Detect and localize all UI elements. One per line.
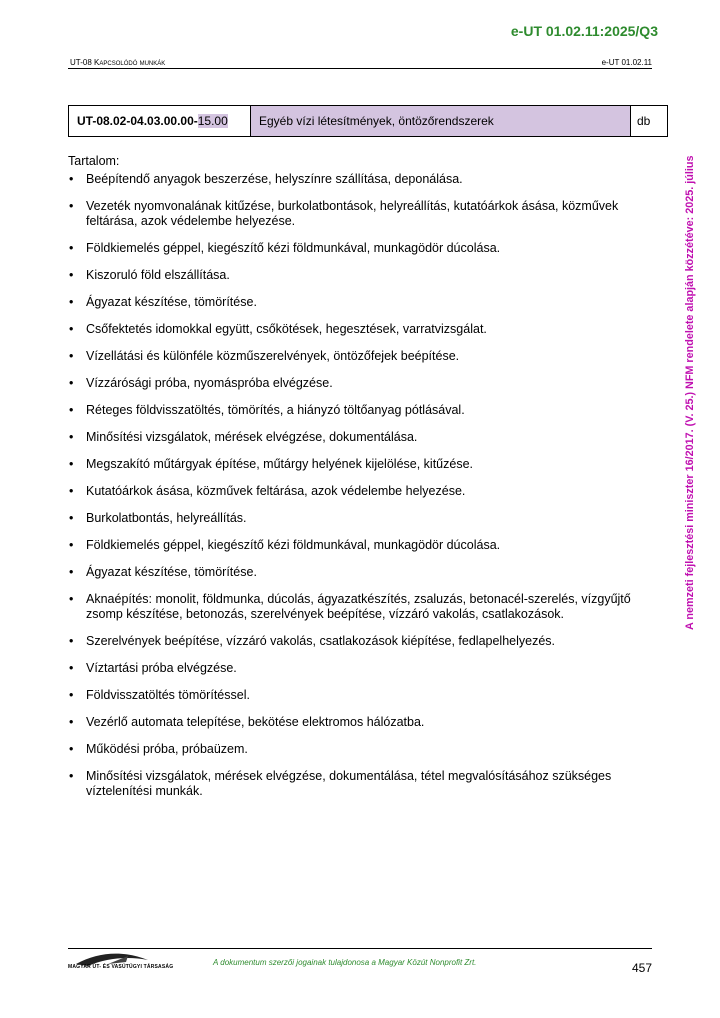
list-item: • Működési próba, próbaüzem.: [68, 742, 658, 757]
section-header: [70, 58, 165, 67]
list-item: • Vezeték nyomvonalának kitűzése, burkolatbontások, helyreállítás, kutatóárkok ásása, közművek feltárása, azok védelembe helyezése.: [68, 199, 658, 229]
list-item: • Kiszoruló föld elszállítása.: [68, 268, 658, 283]
list-item: • Megszakító műtárgyak építése, műtárgy helyének kijelölése, kitűzése.: [68, 457, 658, 472]
document-reference: e-UT 01.02.11: [601, 58, 652, 67]
footer-divider: [68, 948, 652, 949]
list-item: • Ágyazat készítése, tömörítése.: [68, 565, 658, 580]
list-item: • Csőfektetés idomokkal együtt, csőkötések, hegesztések, varratvizsgálat.: [68, 322, 658, 337]
content-label: Tartalom:: [68, 154, 120, 168]
list-item: • Vízellátási és különféle közműszerelvények, öntözőfejek beépítése.: [68, 349, 658, 364]
publication-side-note: A nemzeti fejlesztési miniszter 16/2017. (V. 25.) NFM rendelete alapján közzétéve: 2025. július: [684, 155, 696, 630]
item-code-table: [68, 105, 668, 137]
list-item: • Kutatóárkok ásása, közművek feltárása, azok védelembe helyezése.: [68, 484, 658, 499]
list-item: • Vízzárósági próba, nyomáspróba elvégzése.: [68, 376, 658, 391]
list-item: • Minősítési vizsgálatok, mérések elvégzése, dokumentálása, tétel megvalósításához szükséges víztelenítési munkák.: [68, 769, 658, 799]
list-item: • Víztartási próba elvégzése.: [68, 661, 658, 676]
list-item: • Aknaépítés: monolit, földmunka, dúcolás, ágyazatkészítés, zsaluzás, betonacél-szerelés, vízgyűjtő zsomp készítése, betonozás, szerelvények beépítése, vízzáró vakolás, csatlakozások.: [68, 592, 658, 622]
item-code-cell: [69, 106, 251, 136]
document-code: e-UT 01.02.11:2025/Q3: [510, 23, 658, 39]
list-item: • Szerelvények beépítése, vízzáró vakolás, csatlakozások kiépítése, fedlapelhelyezés.: [68, 634, 658, 649]
content-list: [68, 172, 658, 811]
page-number: 457: [631, 961, 652, 975]
list-item: • Beépítendő anyagok beszerzése, helyszínre szállítása, deponálása.: [68, 172, 658, 187]
item-title: Egyéb vízi létesítmények, öntözőrendszerek: [251, 106, 631, 136]
list-item: • Földkiemelés géppel, kiegészítő kézi földmunkával, munkagödör dúcolása.: [68, 241, 658, 256]
item-unit: db: [637, 114, 651, 128]
list-item: • Ágyazat készítése, tömörítése.: [68, 295, 658, 310]
item-code-main: UT-08.02-04.03.00.00-: [77, 114, 198, 128]
logo-text: MAGYAR ÚT- ÉS VASÚTÜGYI TÁRSASÁG: [68, 964, 174, 970]
section-name: Kapcsolódó munkák: [94, 58, 166, 67]
list-item: • Földvisszatöltés tömörítéssel.: [68, 688, 658, 703]
section-prefix: UT-08: [70, 58, 95, 67]
list-item: • Burkolatbontás, helyreállítás.: [68, 511, 658, 526]
list-item: • Minősítési vizsgálatok, mérések elvégzése, dokumentálása.: [68, 430, 658, 445]
list-item: • Földkiemelés géppel, kiegészítő kézi földmunkával, munkagödör dúcolása.: [68, 538, 658, 553]
copyright-note: A dokumentum szerzői jogainak tulajdonosa a Magyar Közút Nonprofit Zrt.: [213, 958, 477, 967]
item-code-suffix: 15.00: [197, 114, 228, 128]
list-item: • Réteges földvisszatöltés, tömörítés, a hiányzó töltőanyag pótlásával.: [68, 403, 658, 418]
header-divider: [68, 68, 652, 69]
list-item: • Vezérlő automata telepítése, bekötése elektromos hálózatba.: [68, 715, 658, 730]
